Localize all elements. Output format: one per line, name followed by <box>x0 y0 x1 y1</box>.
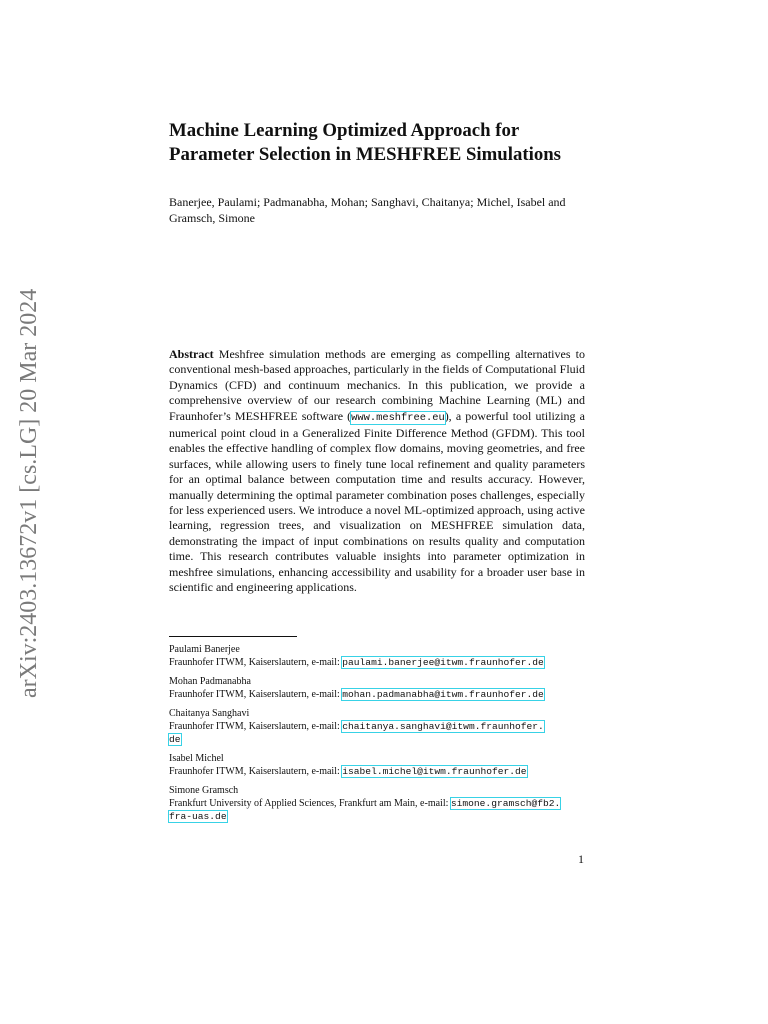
footnote-author-4 <box>169 752 589 778</box>
footnote-author-name: Isabel Michel <box>169 753 224 764</box>
email-link-banerjee[interactable]: paulami.banerjee@itwm.fraunhofer.de <box>342 657 544 668</box>
author-footnotes <box>169 643 589 829</box>
email-link-sanghavi[interactable]: chaitanya.sanghavi@itwm.fraunhofer. <box>342 721 544 732</box>
paper-title-line-2: Parameter Selection in MESHFREE Simulations <box>169 144 561 165</box>
arxiv-identifier-stamp: arXiv:2403.13672v1 [cs.LG] 20 Mar 2024 <box>16 288 42 698</box>
abstract-paragraph <box>169 347 585 596</box>
footnote-affiliation-text: Fraunhofer ITWM, Kaiserslautern, e-mail: <box>169 766 343 777</box>
footnote-affiliation <box>169 720 589 733</box>
footnote-affiliation-text: Frankfurt University of Applied Sciences, Frankfurt am Main, e-mail: <box>169 798 451 809</box>
paper-title <box>169 119 609 167</box>
footnote-affiliation-text: Fraunhofer ITWM, Kaiserslautern, e-mail: <box>169 721 343 732</box>
footnote-affiliation <box>169 656 589 669</box>
email-link-sanghavi-continued[interactable]: de <box>169 734 181 745</box>
footnote-affiliation <box>169 797 589 810</box>
footnote-author-name: Mohan Padmanabha <box>169 676 251 687</box>
email-link-gramsch-continued[interactable]: fra-uas.de <box>169 811 227 822</box>
footnote-author-name: Chaitanya Sanghavi <box>169 708 250 719</box>
footnote-affiliation <box>169 688 589 701</box>
abstract-heading: Abstract <box>169 347 214 361</box>
author-list: Banerjee, Paulami; Padmanabha, Mohan; Sanghavi, Chaitanya; Michel, Isabel and Gramsch, Simone <box>169 195 566 225</box>
email-link-michel[interactable]: isabel.michel@itwm.fraunhofer.de <box>342 766 527 777</box>
footnote-author-2 <box>169 675 589 701</box>
footnote-divider <box>169 636 297 637</box>
page-number: 1 <box>578 852 584 866</box>
footnote-affiliation-text: Fraunhofer ITWM, Kaiserslautern, e-mail: <box>169 657 343 668</box>
footnote-author-name: Paulami Banerjee <box>169 644 240 655</box>
footnote-email-continuation <box>169 733 589 746</box>
abstract-text-part-2: ), a powerful tool utilizing a numerical point cloud in a Generalized Finite Difference Method (GFDM). This tool enables the effective handling of complex flow domains, moving geometries, and free surfaces, while allowing users to finely tune local refinement and quality parameters for an optimal balance between computation time and results accuracy. However, manually determining the optimal parameter combination poses challenges, especially for less experienced users. We introduce a novel ML-optimized approach, using active learning, regression trees, and visualization on MESHFREE simulation data, demonstrating the impact of input combinations on results quality and computation time. This research contributes valuable insights into parameter optimization in meshfree simulations, enhancing accessibility and usability for a broader user base in scientific and engineering applications. <box>169 408 585 595</box>
abstract-text-part-1: Meshfree simulation methods are emerging as compelling alternatives to conventional mesh-based approaches, particularly in the fields of Computational Fluid Dynamics (CFD) and continuum mechanics. In this publication, we provide a comprehensive overview of our research combining Machine Learning (ML) and Fraunhofer’s MESHFREE software ( <box>169 347 585 423</box>
footnote-author-5 <box>169 784 589 823</box>
footnote-author-1 <box>169 643 589 669</box>
email-link-padmanabha[interactable]: mohan.padmanabha@itwm.fraunhofer.de <box>342 689 544 700</box>
email-link-gramsch[interactable]: simone.gramsch@fb2. <box>450 798 561 809</box>
footnote-affiliation-text: Fraunhofer ITWM, Kaiserslautern, e-mail: <box>169 689 343 700</box>
paper-title-line-1: Machine Learning Optimized Approach for <box>169 120 520 141</box>
footnote-affiliation <box>169 765 589 778</box>
footnote-author-3 <box>169 707 589 746</box>
footnote-author-name: Simone Gramsch <box>169 785 239 796</box>
footnote-email-continuation <box>169 810 589 823</box>
meshfree-website-link[interactable]: www.meshfree.eu <box>351 411 445 424</box>
